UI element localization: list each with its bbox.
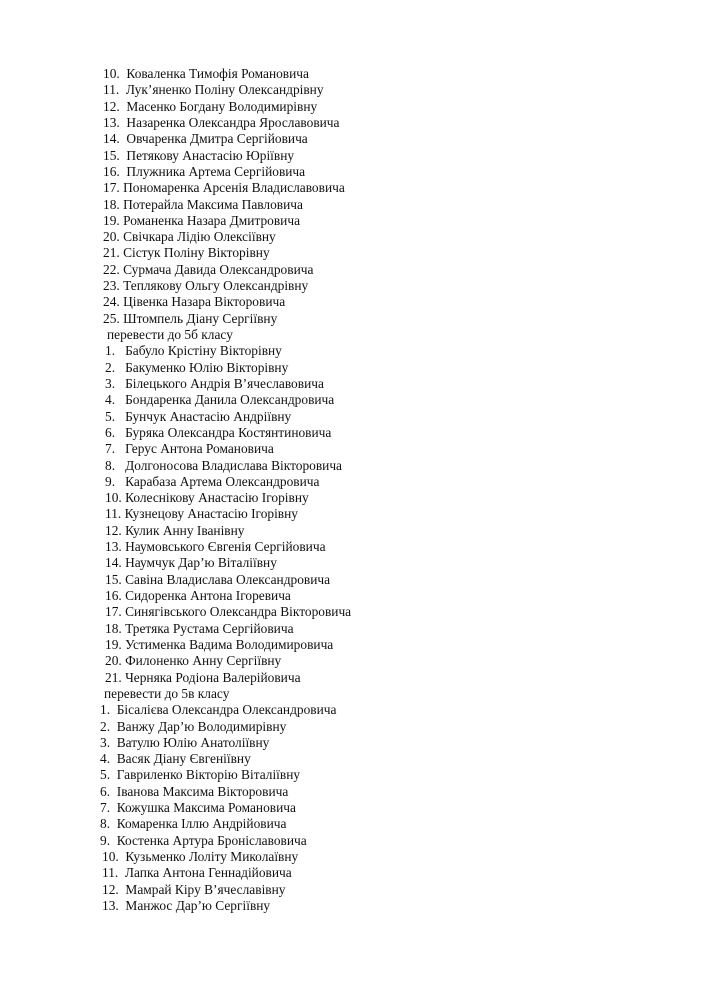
list-item <box>0 816 707 832</box>
list-item <box>0 621 707 637</box>
list-item-text: 9. Карабаза Артема Олександровича <box>105 473 320 489</box>
list-item <box>0 409 707 425</box>
list-item <box>0 425 707 441</box>
list-item <box>0 833 707 849</box>
list-item <box>0 180 707 196</box>
list-item-text: 2. Бакуменко Юлію Вікторівну <box>105 359 289 375</box>
list-item <box>0 670 707 686</box>
list-item-text: 14. Наумчук Дар’ю Віталіївну <box>105 555 277 571</box>
list-item <box>0 376 707 392</box>
list-item <box>0 148 707 164</box>
list-item <box>0 702 707 718</box>
list-item <box>0 82 707 98</box>
list-item <box>0 490 707 506</box>
list-item <box>0 311 707 327</box>
list-item <box>0 392 707 408</box>
list-item-text: 20. Свічкара Лідію Олексіївну <box>103 229 276 245</box>
list-item-text: 3. Ватулю Юлію Анатоліївну <box>100 734 270 750</box>
list-item <box>0 555 707 571</box>
list-item-text: 6. Іванова Максима Вікторовича <box>100 783 289 799</box>
list-item-text: 4. Бондаренка Данила Олександровича <box>105 392 335 408</box>
list-item <box>0 588 707 604</box>
list-item <box>0 719 707 735</box>
list-item <box>0 115 707 131</box>
section-heading-text: перевести до 5в класу <box>104 685 230 701</box>
section-heading <box>0 686 707 702</box>
list-item <box>0 523 707 539</box>
list-item-text: 7. Герус Антона Романовича <box>105 441 274 457</box>
list-item <box>0 474 707 490</box>
list-item-text: 22. Сурмача Давида Олександровича <box>103 261 314 277</box>
list-item <box>0 882 707 898</box>
list-item-text: 19. Устименка Вадима Володимировича <box>105 636 334 652</box>
list-item-text: 10. Кузьменко Лоліту Миколаївну <box>102 849 299 864</box>
list-item <box>0 637 707 653</box>
list-item-text: 4. Васяк Діану Євгеніївну <box>100 751 251 767</box>
list-item-text: 8. Долгоносова Владислава Вікторовича <box>105 457 342 473</box>
list-item <box>0 245 707 261</box>
list-item-text: 14. Овчаренка Дмитра Сергійовича <box>103 131 308 147</box>
list-item-text: 23. Теплякову Ольгу Олександрівну <box>103 278 309 294</box>
list-item <box>0 66 707 82</box>
list-item-text: 15. Савіна Владислава Олександровича <box>105 571 331 587</box>
list-item-text: 21. Черняка Родіона Валерійовича <box>105 669 301 685</box>
list-item <box>0 898 707 914</box>
list-item <box>0 164 707 180</box>
list-item-text: 1. Бабуло Крістіну Вікторівну <box>105 343 282 359</box>
list-item <box>0 539 707 555</box>
list-item <box>0 99 707 115</box>
list-item-text: 6. Буряка Олександра Костянтиновича <box>105 424 332 440</box>
document-page <box>0 66 707 914</box>
list-item-text: 24. Цівенка Назара Вікторовича <box>103 294 286 310</box>
list-item <box>0 767 707 783</box>
list-item-text: 19. Романенка Назара Дмитровича <box>103 212 301 228</box>
list-item <box>0 229 707 245</box>
list-item-text: 18. Третяка Рустама Сергійовича <box>105 620 294 636</box>
section-heading-text: перевести до 5б класу <box>107 327 233 342</box>
list-item-text: 5. Бунчук Анастасію Андріївну <box>105 408 292 424</box>
list-item <box>0 506 707 522</box>
section-heading <box>0 327 707 343</box>
list-item <box>0 849 707 865</box>
list-item-text: 11. Лапка Антона Геннадійовича <box>102 865 292 881</box>
list-item-text: 25. Штомпель Діану Сергіївну <box>103 310 278 326</box>
list-item-text: 17. Синягівського Олександра Вікторовича <box>105 604 352 620</box>
list-item-text: 13. Назаренка Олександра Ярославовича <box>103 114 340 130</box>
list-item <box>0 751 707 767</box>
list-item-text: 16. Плужника Артема Сергійовича <box>103 163 306 179</box>
list-item <box>0 441 707 457</box>
list-item-text: 13. Манжос Дар’ю Сергіївну <box>102 897 271 913</box>
list-item <box>0 784 707 800</box>
list-item-text: 20. Филоненко Анну Сергіївну <box>105 653 282 669</box>
list-item-text: 12. Масенко Богдану Володимирівну <box>103 98 318 114</box>
list-item-text: 11. Кузнецову Анастасію Ігорівну <box>105 506 298 522</box>
list-item-text: 8. Комаренка Іллю Андрійовича <box>100 816 287 832</box>
list-item-text: 17. Пономаренка Арсенія Владиславовича <box>103 180 345 196</box>
list-item <box>0 572 707 588</box>
list-item <box>0 458 707 474</box>
list-item-text: 10. Колеснікову Анастасію Ігорівну <box>105 490 309 506</box>
list-item-text: 21. Сістук Поліну Вікторівну <box>103 245 270 261</box>
list-item-text: 12. Кулик Анну Іванівну <box>105 522 245 538</box>
list-item <box>0 360 707 376</box>
list-item <box>0 735 707 751</box>
list-item <box>0 653 707 669</box>
list-item-text: 16. Сидоренка Антона Ігоревича <box>105 588 291 603</box>
list-item-text: 1. Бісалієва Олександра Олександровича <box>100 702 337 718</box>
list-item-text: 13. Наумовського Євгенія Сергійовича <box>105 539 326 555</box>
list-item-text: 9. Костенка Артура Броніславовича <box>100 832 307 848</box>
list-item <box>0 213 707 229</box>
list-item <box>0 865 707 881</box>
list-item-text: 7. Кожушка Максима Романовича <box>100 800 296 816</box>
list-item-text: 12. Мамрай Кіру В’ячеславівну <box>102 881 286 897</box>
list-item-text: 11. Лук’яненко Поліну Олександрівну <box>103 82 324 98</box>
list-item-text: 3. Білецького Андрія В’ячеславовича <box>105 375 324 391</box>
list-item <box>0 800 707 816</box>
list-item <box>0 197 707 213</box>
list-item-text: 2. Ванжу Дар’ю Володимирівну <box>100 718 287 734</box>
list-item <box>0 294 707 310</box>
list-item <box>0 343 707 359</box>
list-item <box>0 131 707 147</box>
list-item <box>0 278 707 294</box>
list-item <box>0 262 707 278</box>
list-item-text: 18. Потерайла Максима Павловича <box>103 196 303 212</box>
list-item-text: 10. Коваленка Тимофія Романовича <box>103 66 309 81</box>
list-item-text: 5. Гавриленко Вікторію Віталіївну <box>100 767 301 783</box>
list-item <box>0 604 707 620</box>
list-item-text: 15. Петякову Анастасію Юріївну <box>103 147 295 163</box>
